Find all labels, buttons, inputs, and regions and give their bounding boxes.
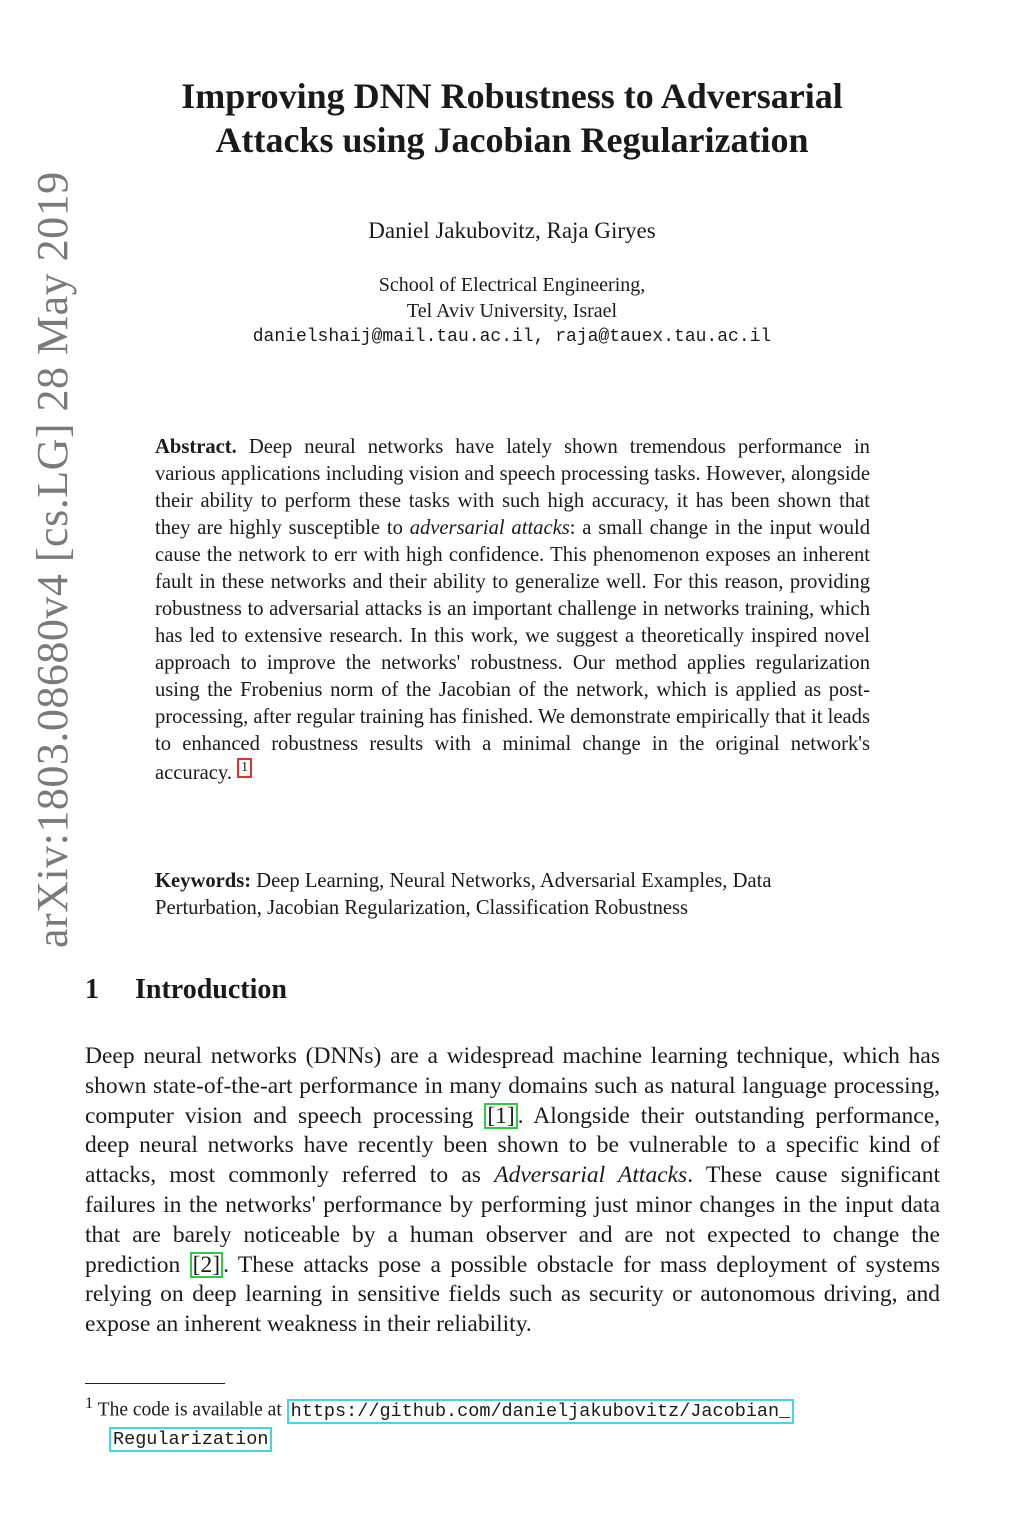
section-heading bbox=[85, 974, 287, 1006]
footnote-text: The code is available at bbox=[97, 1399, 282, 1421]
footnote-mark: 1 bbox=[85, 1394, 94, 1412]
footnote bbox=[85, 1390, 945, 1453]
citation-1[interactable]: [1] bbox=[484, 1103, 517, 1129]
abstract-label: Abstract. bbox=[155, 436, 237, 458]
intro-italic: Adversarial Attacks bbox=[494, 1162, 688, 1189]
intro-text-1: Deep neural networks (DNNs) are a widespread machine learning technique, which has shown state-of-the-art performance in many domains such as natural language processing, computer vision and speech processing bbox=[85, 1043, 940, 1129]
keywords-text: Deep Learning, Neural Networks, Adversarial Examples, Data Perturbation, Jacobian Regularization, Classification Robustness bbox=[155, 870, 772, 919]
keywords-label: Keywords: bbox=[155, 870, 252, 892]
footnote-rule bbox=[85, 1383, 225, 1384]
affiliation bbox=[110, 272, 914, 350]
arxiv-margin-stamp: arXiv:1803.08680v4 [cs.LG] 28 May 2019 bbox=[28, 171, 77, 948]
code-link[interactable]: https://github.com/danieljakubovitz/Jacobian_ bbox=[287, 1399, 795, 1424]
intro-paragraph bbox=[85, 1042, 940, 1340]
section-number: 1 bbox=[85, 974, 99, 1005]
citation-2[interactable]: [2] bbox=[190, 1252, 223, 1278]
section-title: Introduction bbox=[135, 974, 287, 1005]
abstract bbox=[155, 434, 870, 787]
authors: Daniel Jakubovitz, Raja Giryes bbox=[368, 218, 656, 243]
intro-text-3: . These cause significant failures in the networks' performance by performing just minor changes in the input data that are barely noticeable by a human observer and are not expected to change the prediction bbox=[85, 1162, 940, 1278]
intro-text-4: . These attacks pose a possible obstacle for mass deployment of systems relying on deep learning in sensitive fields such as security or autonomous driving, and expose an inherent weakness in their reliability. bbox=[85, 1251, 941, 1338]
keywords bbox=[155, 868, 870, 922]
title-line-1: Improving DNN Robustness to Adversarial bbox=[181, 76, 843, 116]
paper-title bbox=[110, 74, 914, 162]
title-line-2: Attacks using Jacobian Regularization bbox=[215, 120, 809, 160]
code-link-continued[interactable]: Regularization bbox=[109, 1427, 272, 1452]
author-emails: danielshaij@mail.tau.ac.il, raja@tauex.tau.ac.il bbox=[252, 327, 772, 347]
affiliation-line-2: Tel Aviv University, Israel bbox=[406, 300, 618, 322]
abstract-text-a: Deep neural networks have lately shown tremendous performance in various applications including vision and speech processing tasks. However, alongside their ability to perform these tasks with such high accuracy, it has been shown that they are highly susceptible to bbox=[155, 436, 870, 539]
intro-text-2: . Alongside their outstanding performance, deep neural networks have recently been shown to be vulnerable to a specific kind of attacks, most commonly referred to as bbox=[85, 1102, 941, 1189]
abstract-italic: adversarial attacks bbox=[409, 517, 570, 539]
affiliation-line-1: School of Electrical Engineering, bbox=[378, 274, 646, 296]
footnote-link[interactable]: 1 bbox=[237, 758, 252, 778]
abstract-text-b: : a small change in the input would cause the network to err with high confidence. This phenomenon exposes an inherent fault in these networks and their ability to generalize well. For this reason, providing robustness to adversarial attacks is an important challenge in networks training, which has led to extensive research. In this work, we suggest a theoretically inspired novel approach to improve the networks' robustness. Our method applies regularization using the Frobenius norm of the Jacobian of the network, which is applied as post-processing, after regular training has finished. We demonstrate empirically that it leads to enhanced robustness results with a minimal change in the original network's accuracy. bbox=[155, 517, 871, 784]
